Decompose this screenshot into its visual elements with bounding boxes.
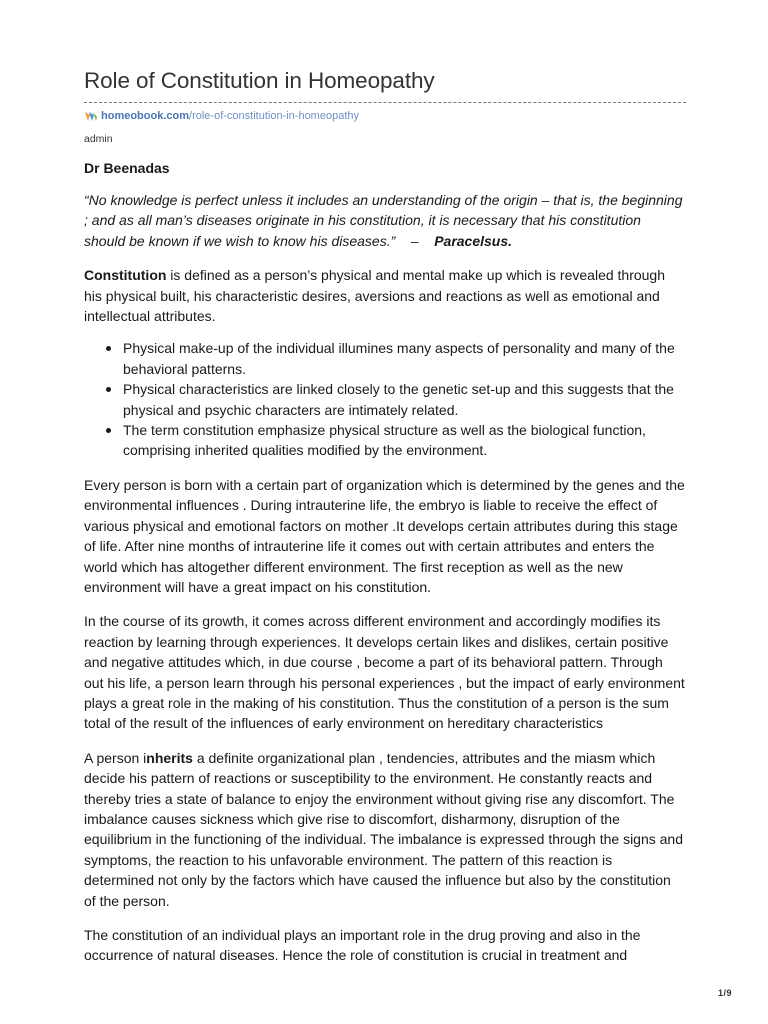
author-name: admin [84, 133, 113, 145]
quote-dash: – [410, 232, 419, 249]
page-title: Role of Constitution in Homeopathy [84, 68, 435, 93]
doctor-name: Dr Beenadas [84, 160, 170, 176]
body-paragraph-2: In the course of its growth, it comes across different environment and accordingly modifies its reaction by learning through experiences. It develops certain likes and dislikes, certain positive and negative attitudes which, in due course , become a part of its behavioral pattern. Through out his life, a person learn through his personal experiences , but the impact of early environment plays a great role in the making of his constitution. Thus the constitution of a person is the sum total of the result of the influences of early environment on hereditary characteristics [84, 613, 685, 732]
quote-author: Paracelsus. [434, 232, 513, 249]
quote-text: “No knowledge is perfect unless it includes an understanding of the origin – that is, the beginning ; and as all man’s diseases originate in his constitution, it is necessary that his constitution should be known if we wish to know his diseases.” [84, 192, 683, 249]
bullet-list [84, 338, 686, 460]
page-number: 1/9 [717, 988, 732, 998]
body-paragraph-3: A person inherits a definite organizational plan , tendencies, attributes and the miasm which decide his pattern of reactions or susceptibility to the environment. He constantly reacts and thereby tries a state of balance to enjoy the environment without giving rise any discomfort. The imbalance causes sickness which give rise to discomfort, disharmony, disruption of the equilibrium in the functioning of the individual. The imbalance is expressed through the signs and symptoms, the reaction to his unfavorable environment. The pattern of this reaction is determined not only by the factors which have caused the influence but also by the constitution of the person. [84, 749, 683, 909]
epigraph-quote [84, 190, 686, 251]
intro-term: Constitution [84, 267, 167, 284]
list-item: Physical characteristics are linked closely to the genetic set-up and this suggests that the physical and psychic characters are intimately related. [123, 379, 686, 420]
body-paragraph-4: The constitution of an individual plays an important role in the drug proving and also in the occurrence of natural diseases. Hence the role of constitution is crucial in treatment and [84, 927, 641, 964]
source-path[interactable]: /role-of-constitution-in-homeopathy [189, 110, 359, 122]
body-paragraph-1: Every person is born with a certain part of organization which is determined by the genes and the environmental influences . During intrauterine life, the embryo is liable to receive the effect of various physical and emotional factors on mother .It develops certain attributes during this stage of life. After nine months of intrauterine life it comes out with certain attributes and enters the world which has altogether different environment. The first reception as well as the new environment will have a great impact on his constitution. [84, 476, 685, 595]
list-item: Physical make-up of the individual illumines many aspects of personality and many of the behavioral patterns. [123, 338, 686, 379]
title-divider [84, 102, 686, 103]
source-link[interactable] [84, 109, 686, 123]
list-item: The term constitution emphasize physical structure as well as the biological function, comprising inherited qualities modified by the environment. [123, 420, 686, 461]
document-page [84, 64, 686, 966]
bullet-icon [106, 428, 111, 433]
source-domain[interactable]: homeobook.com [101, 110, 190, 122]
homeobook-favicon-icon [84, 111, 98, 122]
inherits-term: nherits [146, 749, 193, 766]
bullet-icon [106, 387, 111, 392]
intro-paragraph [84, 265, 686, 326]
bullet-icon [106, 346, 111, 351]
intro-text: is defined as a person’s physical and mental make up which is revealed through his physical built, his characteristic desires, aversions and reactions as well as emotional and intellectual attributes. [84, 267, 666, 325]
